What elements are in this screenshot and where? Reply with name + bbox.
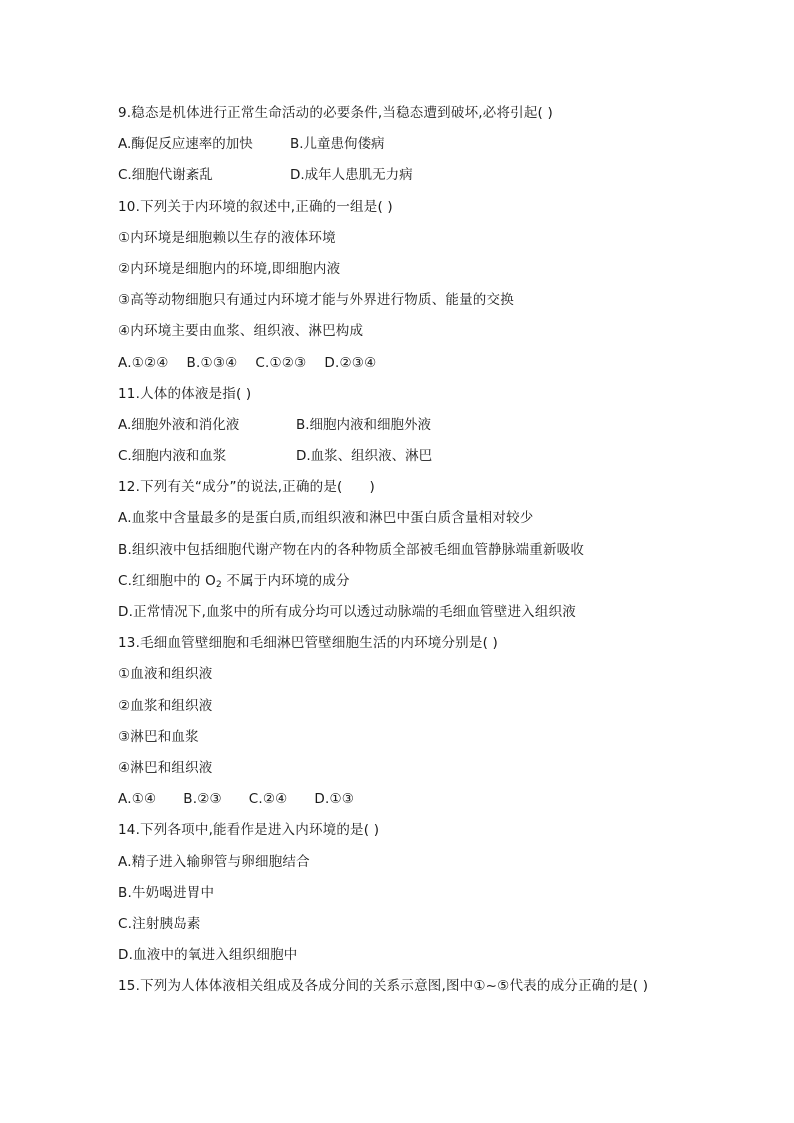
q13-statement-4: ④淋巴和组织液 [118, 760, 213, 776]
q14-option-c: C.注射胰岛素 [118, 916, 201, 932]
q10-statement-4: ④内环境主要由血浆、组织液、淋巴构成 [118, 323, 364, 339]
q11-option-c: C.细胞内液和血浆 [118, 448, 227, 464]
q9-option-b: B.儿童患佝偻病 [290, 136, 385, 152]
q13-statement-3: ③淋巴和血浆 [118, 729, 199, 745]
q13-statement-2: ②血浆和组织液 [118, 698, 213, 714]
q9-option-d: D.成年人患肌无力病 [290, 167, 413, 183]
q10-stem: 10.下列关于内环境的叙述中,正确的一组是( ) [118, 199, 393, 215]
q11-stem: 11.人体的体液是指( ) [118, 386, 252, 402]
q10-options: A.①②④ B.①③④ C.①②③ D.②③④ [118, 355, 377, 371]
q12-option-a: A.血浆中含量最多的是蛋白质,而组织液和淋巴中蛋白质含量相对较少 [118, 510, 534, 526]
q12-option-b: B.组织液中包括细胞代谢产物在内的各种物质全部被毛细血管静脉端重新吸收 [118, 542, 585, 558]
q12-option-c-subscript: 2 [215, 580, 222, 590]
q15-stem: 15.下列为人体体液相关组成及各成分间的关系示意图,图中①~⑤代表的成分正确的是( ) [118, 978, 649, 994]
q13-stem: 13.毛细血管壁细胞和毛细淋巴管壁细胞生活的内环境分别是( ) [118, 635, 498, 651]
q10-statement-2: ②内环境是细胞内的环境,即细胞内液 [118, 261, 341, 277]
q12-option-c [118, 572, 350, 590]
q9-option-a: A.酶促反应速率的加快 [118, 136, 253, 152]
q12-option-d: D.正常情况下,血浆中的所有成分均可以透过动脉端的毛细血管壁进入组织液 [118, 604, 576, 620]
q11-option-b: B.细胞内液和细胞外液 [296, 417, 432, 433]
q14-option-a: A.精子进入输卵管与卵细胞结合 [118, 854, 310, 870]
q14-option-d: D.血液中的氧进入组织细胞中 [118, 947, 298, 963]
q13-statement-1: ①血液和组织液 [118, 666, 213, 682]
q9-option-c: C.细胞代谢紊乱 [118, 167, 213, 183]
q12-stem: 12.下列有关“成分”的说法,正确的是( ) [118, 479, 375, 495]
q12-option-c-prefix: C.红细胞中的 O [118, 573, 216, 589]
q10-statement-1: ①内环境是细胞赖以生存的液体环境 [118, 230, 336, 246]
q13-options: A.①④ B.②③ C.②④ D.①③ [118, 791, 355, 807]
q11-option-d: D.血浆、组织液、淋巴 [296, 448, 433, 464]
q12-option-c-suffix: 不属于内环境的成分 [221, 573, 350, 589]
q11-option-a: A.细胞外液和消化液 [118, 417, 240, 433]
q14-option-b: B.牛奶喝进胃中 [118, 885, 215, 901]
q10-statement-3: ③高等动物细胞只有通过内环境才能与外界进行物质、能量的交换 [118, 292, 514, 308]
q9-stem: 9.稳态是机体进行正常生命活动的必要条件,当稳态遭到破坏,必将引起( ) [118, 105, 553, 121]
q14-stem: 14.下列各项中,能看作是进入内环境的是( ) [118, 822, 380, 838]
